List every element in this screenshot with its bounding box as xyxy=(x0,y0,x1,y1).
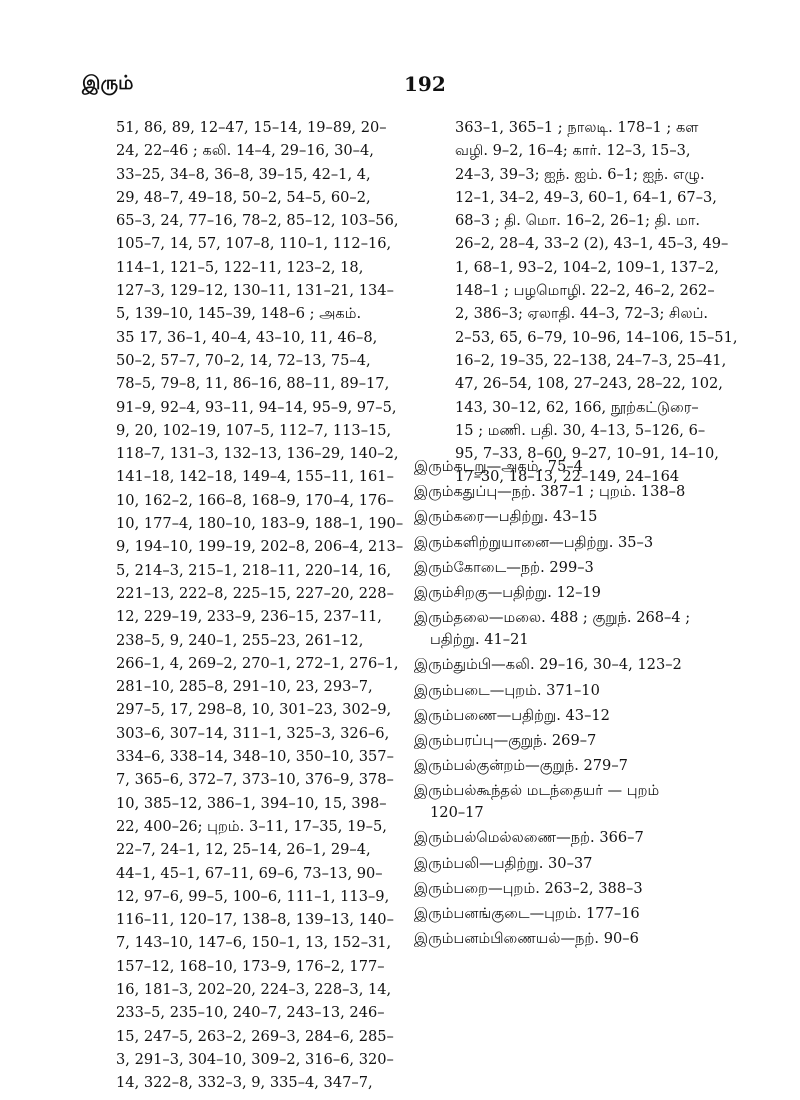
reference-line: 24, 22–46 ; கலி. 14–4, 29–16, 30–4, xyxy=(116,142,374,160)
index-entry xyxy=(414,532,744,554)
reference-line: 17–30, 18–13, 22–149, 24–164 xyxy=(455,468,680,486)
reference-line: 29, 48–7, 49–18, 50–2, 54–5, 60–2, xyxy=(116,188,371,206)
reference-line: 141–18, 142–18, 149–4, 155–11, 161– xyxy=(116,468,394,486)
index-entry xyxy=(414,780,744,824)
index-entry xyxy=(414,903,744,925)
reference-line: 95, 7–33, 8–60, 9–27, 10–91, 14–10, xyxy=(455,445,719,463)
reference-line: 157–12, 168–10, 173–9, 176–2, 177– xyxy=(116,957,385,975)
reference-line: 233–5, 235–10, 240–7, 243–13, 246– xyxy=(116,1004,385,1022)
reference-line: 1, 68–1, 93–2, 104–2, 109–1, 137–2, xyxy=(455,258,719,276)
reference-line: 14, 322–8, 332–3, 9, 335–4, 347–7, xyxy=(116,1074,373,1092)
index-entry xyxy=(414,456,744,478)
reference-line: 16–2, 19–35, 22–138, 24–7–3, 25–41, xyxy=(455,351,727,369)
reference-line: 12, 97–6, 99–5, 100–6, 111–1, 113–9, xyxy=(116,887,390,905)
reference-line: 2, 386–3; ஏலாதி. 44–3, 72–3; சிலப். xyxy=(455,305,709,323)
reference-line: 221–13, 222–8, 225–15, 227–20, 228– xyxy=(116,584,394,602)
entry-text: இரும்கரை—பதிற்று. 43–15 xyxy=(414,508,598,526)
reference-line: 22, 400–26; புறம். 3–11, 17–35, 19–5, xyxy=(116,817,387,835)
entry-text: இரும்தலை—மலை. 488 ; குறுந். 268–4 ; xyxy=(414,609,691,627)
reference-line: 114–1, 121–5, 122–11, 123–2, 18, xyxy=(116,258,364,276)
reference-line: 10, 162–2, 166–8, 168–9, 170–4, 176– xyxy=(116,491,394,509)
index-entry xyxy=(414,481,744,503)
entry-text: இரும்பரப்பு—குறுந். 269–7 xyxy=(414,731,597,749)
reference-line: 118–7, 131–3, 132–13, 136–29, 140–2, xyxy=(116,445,399,463)
entry-text: இரும்தும்பி—கலி. 29–16, 30–4, 123–2 xyxy=(414,656,682,674)
page-number: 192 xyxy=(404,72,446,96)
entry-text: இரும்பலி—பதிற்று. 30–37 xyxy=(414,854,593,872)
reference-line: 10, 177–4, 180–10, 183–9, 188–1, 190– xyxy=(116,515,404,533)
index-entry xyxy=(414,680,744,702)
entry-text: இரும்சிறகு—பதிற்று. 12–19 xyxy=(414,583,601,601)
entry-text: இரும்பல்குன்றம்—குறுந். 279–7 xyxy=(414,757,628,775)
reference-line: 91–9, 92–4, 93–11, 94–14, 95–9, 97–5, xyxy=(116,398,397,416)
reference-line: 33–25, 34–8, 36–8, 39–15, 42–1, 4, xyxy=(116,165,371,183)
index-entry xyxy=(414,506,744,528)
index-entry xyxy=(414,705,744,727)
reference-line: 12–1, 34–2, 49–3, 60–1, 64–1, 67–3, xyxy=(455,188,717,206)
reference-line: 5, 214–3, 215–1, 218–11, 220–14, 16, xyxy=(116,561,392,579)
reference-line: வழி. 9–2, 16–4; கார். 12–3, 15–3, xyxy=(455,142,691,160)
index-entry xyxy=(414,827,744,849)
reference-line: 116–11, 120–17, 138–8, 139–13, 140– xyxy=(116,911,394,929)
index-entry xyxy=(414,755,744,777)
reference-line: 143, 30–12, 62, 166, நூற்கட்டுரை– xyxy=(455,398,699,416)
entry-continuation: பதிற்று. 41–21 xyxy=(430,631,529,649)
reference-line: 2–53, 65, 6–79, 10–96, 14–106, 15–51, xyxy=(455,328,738,346)
index-entry xyxy=(414,582,744,604)
entry-text: இரும்படை—புறம். 371–10 xyxy=(414,681,600,699)
left-reference-column xyxy=(116,116,404,1094)
index-entry xyxy=(414,853,744,875)
reference-line: 266–1, 4, 269–2, 270–1, 272–1, 276–1, xyxy=(116,654,399,672)
reference-line: 297–5, 17, 298–8, 10, 301–23, 302–9, xyxy=(116,701,392,719)
entry-text: இரும்பனம்பிணையல்—நற். 90–6 xyxy=(414,930,639,948)
reference-line: 7, 365–6, 372–7, 373–10, 376–9, 378– xyxy=(116,771,394,789)
reference-line: 303–6, 307–14, 311–1, 325–3, 326–6, xyxy=(116,724,390,742)
entry-continuation: 120–17 xyxy=(430,804,484,822)
index-entry xyxy=(414,878,744,900)
reference-line: 44–1, 45–1, 67–11, 69–6, 73–13, 90– xyxy=(116,864,383,882)
reference-line: 78–5, 79–8, 11, 86–16, 88–11, 89–17, xyxy=(116,375,390,393)
reference-line: 16, 181–3, 202–20, 224–3, 228–3, 14, xyxy=(116,980,392,998)
reference-line: 12, 229–19, 233–9, 236–15, 237–11, xyxy=(116,608,382,626)
reference-line: 22–7, 24–1, 12, 25–14, 26–1, 29–4, xyxy=(116,841,371,859)
entry-text: இரும்பனங்குடை—புறம். 177–16 xyxy=(414,905,640,922)
entry-text: இரும்பறை—புறம். 263–2, 388–3 xyxy=(414,879,643,897)
right-reference-column xyxy=(455,116,740,489)
entry-text: இரும்களிற்றுயானை—பதிற்று. 35–3 xyxy=(414,533,654,551)
reference-line: 10, 385–12, 386–1, 394–10, 15, 398– xyxy=(116,794,387,812)
reference-line: 50–2, 57–7, 70–2, 14, 72–13, 75–4, xyxy=(116,351,371,369)
index-entry xyxy=(414,654,744,676)
reference-line: 9, 20, 102–19, 107–5, 112–7, 113–15, xyxy=(116,421,392,439)
reference-line: 5, 139–10, 145–39, 148–6 ; அகம். xyxy=(116,305,362,323)
entry-text: இரும்பணை—பதிற்று. 43–12 xyxy=(414,706,610,724)
reference-line: 65–3, 24, 77–16, 78–2, 85–12, 103–56, xyxy=(116,212,399,230)
entry-text: இரும்கோடை—நற். 299–3 xyxy=(414,558,594,576)
reference-line: 15 ; மணி. பதி. 30, 4–13, 5–126, 6– xyxy=(455,421,706,439)
index-entries xyxy=(414,456,744,950)
running-header-word: இரும் xyxy=(82,72,134,94)
entry-text: இரும்பல்கூந்தல் மடந்தையர் — புறம் xyxy=(414,782,660,800)
reference-line: 238–5, 9, 240–1, 255–23, 261–12, xyxy=(116,631,364,649)
reference-line: 26–2, 28–4, 33–2 (2), 43–1, 45–3, 49– xyxy=(455,235,729,253)
reference-line: 3, 291–3, 304–10, 309–2, 316–6, 320– xyxy=(116,1050,394,1068)
entry-text: இரும்கதுப்பு—நற். 387–1 ; புறம். 138–8 xyxy=(414,483,686,501)
entry-text: இரும்கடறு—அகம். 75–4 xyxy=(414,458,583,475)
reference-line: 24–3, 39–3; ஐந். ஐம். 6–1; ஐந். எழு. xyxy=(455,165,705,183)
reference-line: 148–1 ; பழமொழி. 22–2, 46–2, 262– xyxy=(455,282,715,300)
entry-text: இரும்பல்மெல்லணை—நற். 366–7 xyxy=(414,829,644,847)
reference-line: 105–7, 14, 57, 107–8, 110–1, 112–16, xyxy=(116,235,392,253)
reference-line: 35 17, 36–1, 40–4, 43–10, 11, 46–8, xyxy=(116,328,378,346)
reference-line: 127–3, 129–12, 130–11, 131–21, 134– xyxy=(116,282,394,300)
reference-line: 15, 247–5, 263–2, 269–3, 284–6, 285– xyxy=(116,1027,394,1045)
reference-line: 9, 194–10, 199–19, 202–8, 206–4, 213– xyxy=(116,538,404,556)
reference-line: 47, 26–54, 108, 27–243, 28–22, 102, xyxy=(455,375,723,393)
reference-line: 68–3 ; தி. மொ. 16–2, 26–1; தி. மா. xyxy=(455,212,700,230)
index-entry xyxy=(414,557,744,579)
reference-line: 51, 86, 89, 12–47, 15–14, 19–89, 20– xyxy=(116,119,387,136)
index-entry xyxy=(414,607,744,651)
reference-line: 334–6, 338–14, 348–10, 350–10, 357– xyxy=(116,748,394,766)
reference-line: 363–1, 365–1 ; நாலடி. 178–1 ; கள xyxy=(455,119,699,136)
index-entry xyxy=(414,730,744,752)
reference-line: 7, 143–10, 147–6, 150–1, 13, 152–31, xyxy=(116,934,392,952)
index-entry xyxy=(414,928,744,950)
reference-line: 281–10, 285–8, 291–10, 23, 293–7, xyxy=(116,678,373,696)
